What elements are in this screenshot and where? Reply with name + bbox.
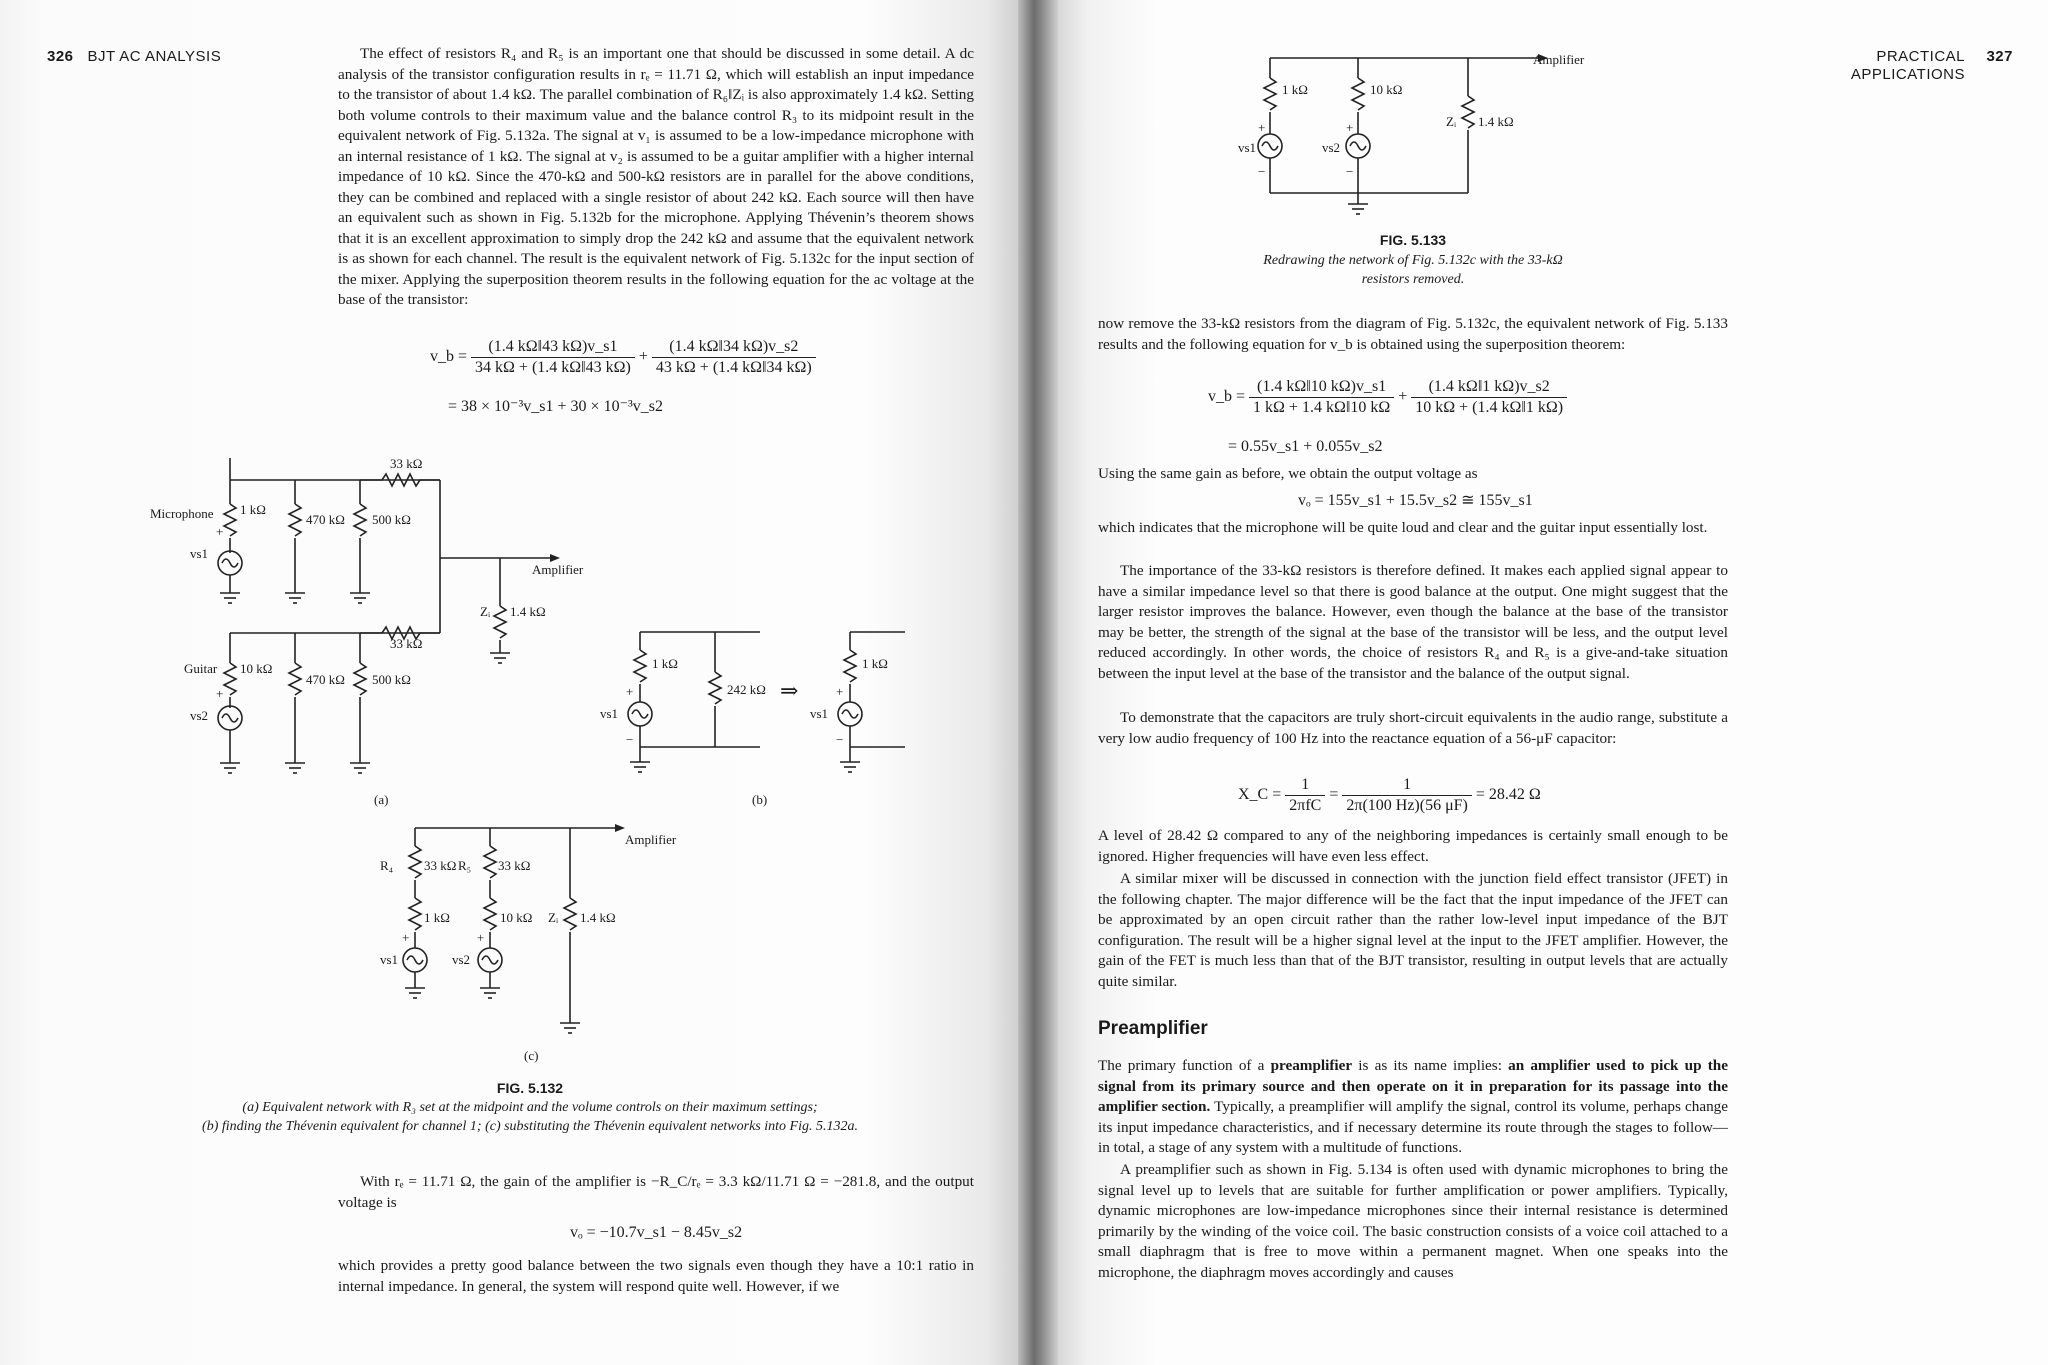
r4-value: 33 kΩ [424, 858, 457, 873]
fig-b-r-src: 1 kΩ [652, 656, 678, 671]
fig133-plus-1: + [1258, 120, 1266, 135]
amp-label: Amplifier [532, 562, 584, 577]
r33-top-label: 33 kΩ [390, 458, 423, 471]
r-eq-denominator-1: 1 kΩ + 1.4 kΩ‖10 kΩ [1253, 399, 1391, 416]
p8-lead: The primary function of a [1098, 1057, 1271, 1074]
fig133-vs1: vs1 [1238, 140, 1257, 155]
right-chapter-title-2: APPLICATIONS [1850, 66, 1965, 83]
r-eq-fraction-2 [1411, 378, 1567, 417]
right-paragraph-9: A preamplifier such as shown in Fig. 5.134 is often used with dynamic microphones to bring the signal level up to levels that are suitable for further amplification or power amplifiers. Typically, dynamic microphones are low-impedance microphones since their internal resistance is determined primarily by the winding of the voice coil. The basic construction consists of a voice coil attached to a small diaphragm that is free to move within a permanent magnet. When one speaks into the microphone, the diaphragm moves accordingly and causes [1098, 1161, 1728, 1281]
left-paragraph-3: which provides a pretty good balance between the two signals even though they have a 10:1 ratio in internal impedance. In general, the system will respond quite well. However, if we [338, 1257, 974, 1295]
r5-label: R₅ [458, 858, 472, 873]
left-paragraph-1: The effect of resistors R₄ and R₅ is an important one that should be discussed in some detail. A dc analysis of the transistor configuration results in rₑ = 11.71 Ω, which will establish an input impedance to the transistor of about 1.4 kΩ. The parallel combination of R₆‖Zᵢ is also approximately 1.4 kΩ. Setting both volume controls to their maximum value and the balance control R₃ to its midpoint result in the equivalent network of Fig. 5.132a. The signal at v₁ is assumed to be a low-impedance microphone with an internal resistance of 1 kΩ. The signal at v₂ is assumed to be a guitar amplifier with a higher internal impedance of 10 kΩ. Since the 470-kΩ and 500-kΩ resistors are in parallel for the above conditions, they can be combined and replaced with a single resistor of about 242 kΩ. Each source will then have an equivalent such as shown in Fig. 5.132b for the microphone. Applying Thévenin’s theorem shows that it is an excellent approximation to simply drop the 242 kΩ and assume that the equivalent network is as shown for each channel. The result is the equivalent network of Fig. 5.132c for the input section of the mixer. Applying the superposition theorem results in the following equation for the ac voltage at the base of the transistor: [338, 45, 974, 308]
left-equation-vo: vₒ = −10.7v_s1 − 8.45v_s2 [570, 1224, 743, 1241]
fig-b-minus-1: − [626, 732, 634, 747]
fig133-r-guitar: 10 kΩ [1370, 82, 1403, 97]
fig-c-r-mic: 1 kΩ [424, 910, 450, 925]
fig-c-sublabel: (c) [524, 1048, 539, 1063]
r500-top-label: 500 kΩ [372, 512, 411, 527]
right-paragraph-7: A similar mixer will be discussed in connection with the junction field effect transistor (JFET) in the following chapter. The major difference will be the fact that the input impedance of the JFET can be approximated by an open circuit rather than the rather low-level input impedance of the BJT configuration. The result will be a higher signal level at the input to the JFET amplifier. However, the gain of the FET is much less than that of the BJT transistor, resulting in output levels that are actually quite similar. [1098, 870, 1728, 990]
p8-bold-definition: an amplifier used to pick up the signal from its primary source and then operate on it in preparation for its passage into the amplifier section. [1098, 1057, 1728, 1115]
fig-b-r-eq: 1 kΩ [862, 656, 888, 671]
zi-label: Zᵢ [480, 604, 491, 619]
fig-b-sublabel: (b) [752, 792, 768, 807]
p8-mid: is as its name implies: [1352, 1057, 1509, 1074]
fig-5-132c-circuit [380, 818, 700, 1048]
fig-b-r-par: 242 kΩ [727, 682, 766, 697]
xc-numerator-2: 1 [1342, 776, 1472, 796]
fig-5-132-caption-1: (a) Equivalent network with R₃ set at the midpoint and the volume controls on their maximum settings; [242, 1100, 818, 1115]
right-paragraph-6: A level of 28.42 Ω compared to any of the neighboring impedances is certainly small enough to be ignored. Higher frequencies will have even less effect. [1098, 827, 1728, 865]
section-title-preamplifier: Preamplifier [1098, 1018, 1208, 1039]
fig-5-133-circuit [1238, 48, 1598, 218]
fig-c-plus-2: + [477, 930, 485, 945]
right-paragraph-3: which indicates that the microphone will be quite loud and clear and the guitar input essentially lost. [1098, 519, 1708, 536]
plus-top: + [216, 524, 224, 539]
fig133-amp-label: Amplifier [1533, 52, 1585, 67]
fig-5-132-caption-2: (b) finding the Thévenin equivalent for channel 1; (c) substituting the Thévenin equivalent networks into Fig. 5.132a. [202, 1119, 858, 1134]
xc-fraction-1 [1285, 776, 1325, 815]
zi-value: 1.4 kΩ [510, 604, 546, 619]
plus-bot: + [216, 686, 224, 701]
fig-a-sublabel: (a) [374, 792, 389, 807]
fig-5-132-title: FIG. 5.132 [496, 1080, 564, 1096]
right-equation-vb-result: = 0.55v_s1 + 0.055v_s2 [1228, 438, 1383, 455]
r-eq-denominator-2: 10 kΩ + (1.4 kΩ‖1 kΩ) [1415, 399, 1564, 416]
eq-numerator-2: (1.4 kΩ‖34 kΩ)v_s2 [652, 338, 816, 358]
fig-c-vs2: vs2 [452, 952, 471, 967]
xc-numerator-1: 1 [1285, 776, 1325, 796]
left-running-head [47, 48, 221, 65]
r470-top-label: 470 kΩ [306, 512, 345, 527]
eq-lhs: v_b = [430, 348, 468, 366]
eq-fraction-1 [471, 338, 635, 377]
fig-c-plus-1: + [402, 930, 410, 945]
xc-denominator-2: 2π(100 Hz)(56 μF) [1346, 797, 1468, 814]
fig-5-133-title: FIG. 5.133 [1379, 232, 1447, 248]
eq-denominator-2: 43 kΩ + (1.4 kΩ‖34 kΩ) [655, 359, 812, 376]
r5-value: 33 kΩ [498, 858, 531, 873]
fig-c-zi-value: 1.4 kΩ [580, 910, 616, 925]
right-paragraph-5: To demonstrate that the capacitors are truly short-circuit equivalents in the audio range, substitute a very low audio frequency of 100 Hz into the reactance equation of a 56-μF capacitor: [1098, 709, 1728, 747]
right-page-number: 327 [1986, 48, 2013, 65]
fig-b-arrow: ⇒ [780, 678, 799, 703]
xc-lhs: X_C = [1238, 786, 1282, 804]
r-eq-numerator-1: (1.4 kΩ‖10 kΩ)v_s1 [1249, 378, 1394, 398]
book-gutter [1018, 0, 1058, 1365]
r4-label: R₄ [380, 858, 394, 873]
left-page [0, 0, 1018, 1365]
xc-equals: = [1329, 786, 1339, 804]
vs1-label: vs1 [190, 546, 209, 561]
r-guitar-label: 10 kΩ [240, 661, 273, 676]
fig-5-132a-circuit [140, 458, 610, 788]
r-eq-lhs: v_b = [1208, 388, 1246, 406]
right-equation-xc [1238, 776, 1541, 815]
eq-denominator-1: 34 kΩ + (1.4 kΩ‖43 kΩ) [475, 359, 631, 376]
fig-b-plus-2: + [836, 684, 844, 699]
fig-5-133-caption-1: Redrawing the network of Fig. 5.132c with the 33-kΩ [1263, 253, 1563, 268]
right-equation-vo: vₒ = 155v_s1 + 15.5v_s2 ≅ 155v_s1 [1298, 492, 1533, 509]
left-page-number: 326 [47, 48, 74, 65]
fig133-r-mic: 1 kΩ [1282, 82, 1308, 97]
p8-tail: Typically, a preamplifier will amplify the signal, control its volume, perhaps change its input impedance characteristics, and if necessary determine its route through the stages to follow—in total, a stage of any system with a multitude of functions. [1098, 1098, 1729, 1156]
vs2-label: vs2 [190, 708, 209, 723]
left-chapter-title: BJT AC ANALYSIS [87, 48, 222, 65]
r-eq-numerator-2: (1.4 kΩ‖1 kΩ)v_s2 [1411, 378, 1567, 398]
fig-b-plus-1: + [626, 684, 634, 699]
eq-fraction-2 [652, 338, 816, 377]
left-equation-vb-result: = 38 × 10⁻³v_s1 + 30 × 10⁻³v_s2 [448, 398, 664, 415]
fig133-minus-1: − [1258, 164, 1266, 179]
fig-5-133-caption-2: resistors removed. [1361, 272, 1465, 287]
left-equation-vb [430, 338, 816, 377]
right-page [1058, 0, 2048, 1365]
p8-bold-term: preamplifier [1270, 1057, 1353, 1074]
xc-fraction-2 [1342, 776, 1472, 815]
fig-c-vs1: vs1 [380, 952, 399, 967]
right-equation-vb [1208, 378, 1567, 417]
eq-numerator-1: (1.4 kΩ‖43 kΩ)v_s1 [471, 338, 635, 358]
mic-label: Microphone [150, 506, 214, 521]
r-mic-label: 1 kΩ [240, 502, 266, 517]
xc-denominator-1: 2πfC [1289, 797, 1322, 814]
fig133-vs2: vs2 [1322, 140, 1341, 155]
r33-bot-label: 33 kΩ [390, 636, 423, 651]
fig133-plus-2: + [1346, 120, 1354, 135]
eq-plus: + [638, 348, 648, 366]
right-paragraph-8 [1098, 1056, 1728, 1159]
right-paragraph-2: Using the same gain as before, we obtain the output voltage as [1098, 465, 1478, 482]
fig-c-zi-label: Zᵢ [548, 910, 559, 925]
fig-c-r-guitar: 10 kΩ [500, 910, 533, 925]
fig-b-vs1-2: vs1 [810, 706, 829, 721]
fig-c-amp-label: Amplifier [625, 832, 677, 847]
guitar-label: Guitar [184, 661, 218, 676]
r500-bot-label: 500 kΩ [372, 672, 411, 687]
fig133-minus-2: − [1346, 164, 1354, 179]
fig-b-minus-2: − [836, 732, 844, 747]
right-paragraph-4: The importance of the 33-kΩ resistors is therefore defined. It makes each applied signal appear to have a similar impedance level so that there is good balance at the output. One might suggest that the larger resistor improves the balance. However, even though the balance at the base of the transistor may be better, the strength of the signal at the base of the transistor will be less, and the output level reduced accordingly. In other words, the choice of resistors R₄ and R₅ is a give-and-take situation between the input level at the base of the transistor and the balance of the output signal. [1098, 562, 1728, 682]
left-paragraph-2: With rₑ = 11.71 Ω, the gain of the amplifier is −R_C/rₑ = 3.3 kΩ/11.71 Ω = −281.8, and the output voltage is [338, 1173, 974, 1211]
fig-b-vs1-1: vs1 [600, 706, 619, 721]
r-eq-fraction-1 [1249, 378, 1394, 417]
xc-rhs: = 28.42 Ω [1475, 786, 1541, 804]
r470-bot-label: 470 kΩ [306, 672, 345, 687]
fig-5-132b-circuit [600, 622, 920, 782]
fig133-zi-label: Zᵢ [1446, 114, 1457, 129]
right-chapter-title-1: PRACTICAL [1876, 48, 1965, 65]
r-eq-plus: + [1398, 388, 1408, 406]
right-paragraph-1: now remove the 33-kΩ resistors from the diagram of Fig. 5.132c, the equivalent network of Fig. 5.133 results and the following equation for v_b is obtained using the superposition theorem: [1098, 315, 1728, 353]
fig133-zi-value: 1.4 kΩ [1478, 114, 1514, 129]
